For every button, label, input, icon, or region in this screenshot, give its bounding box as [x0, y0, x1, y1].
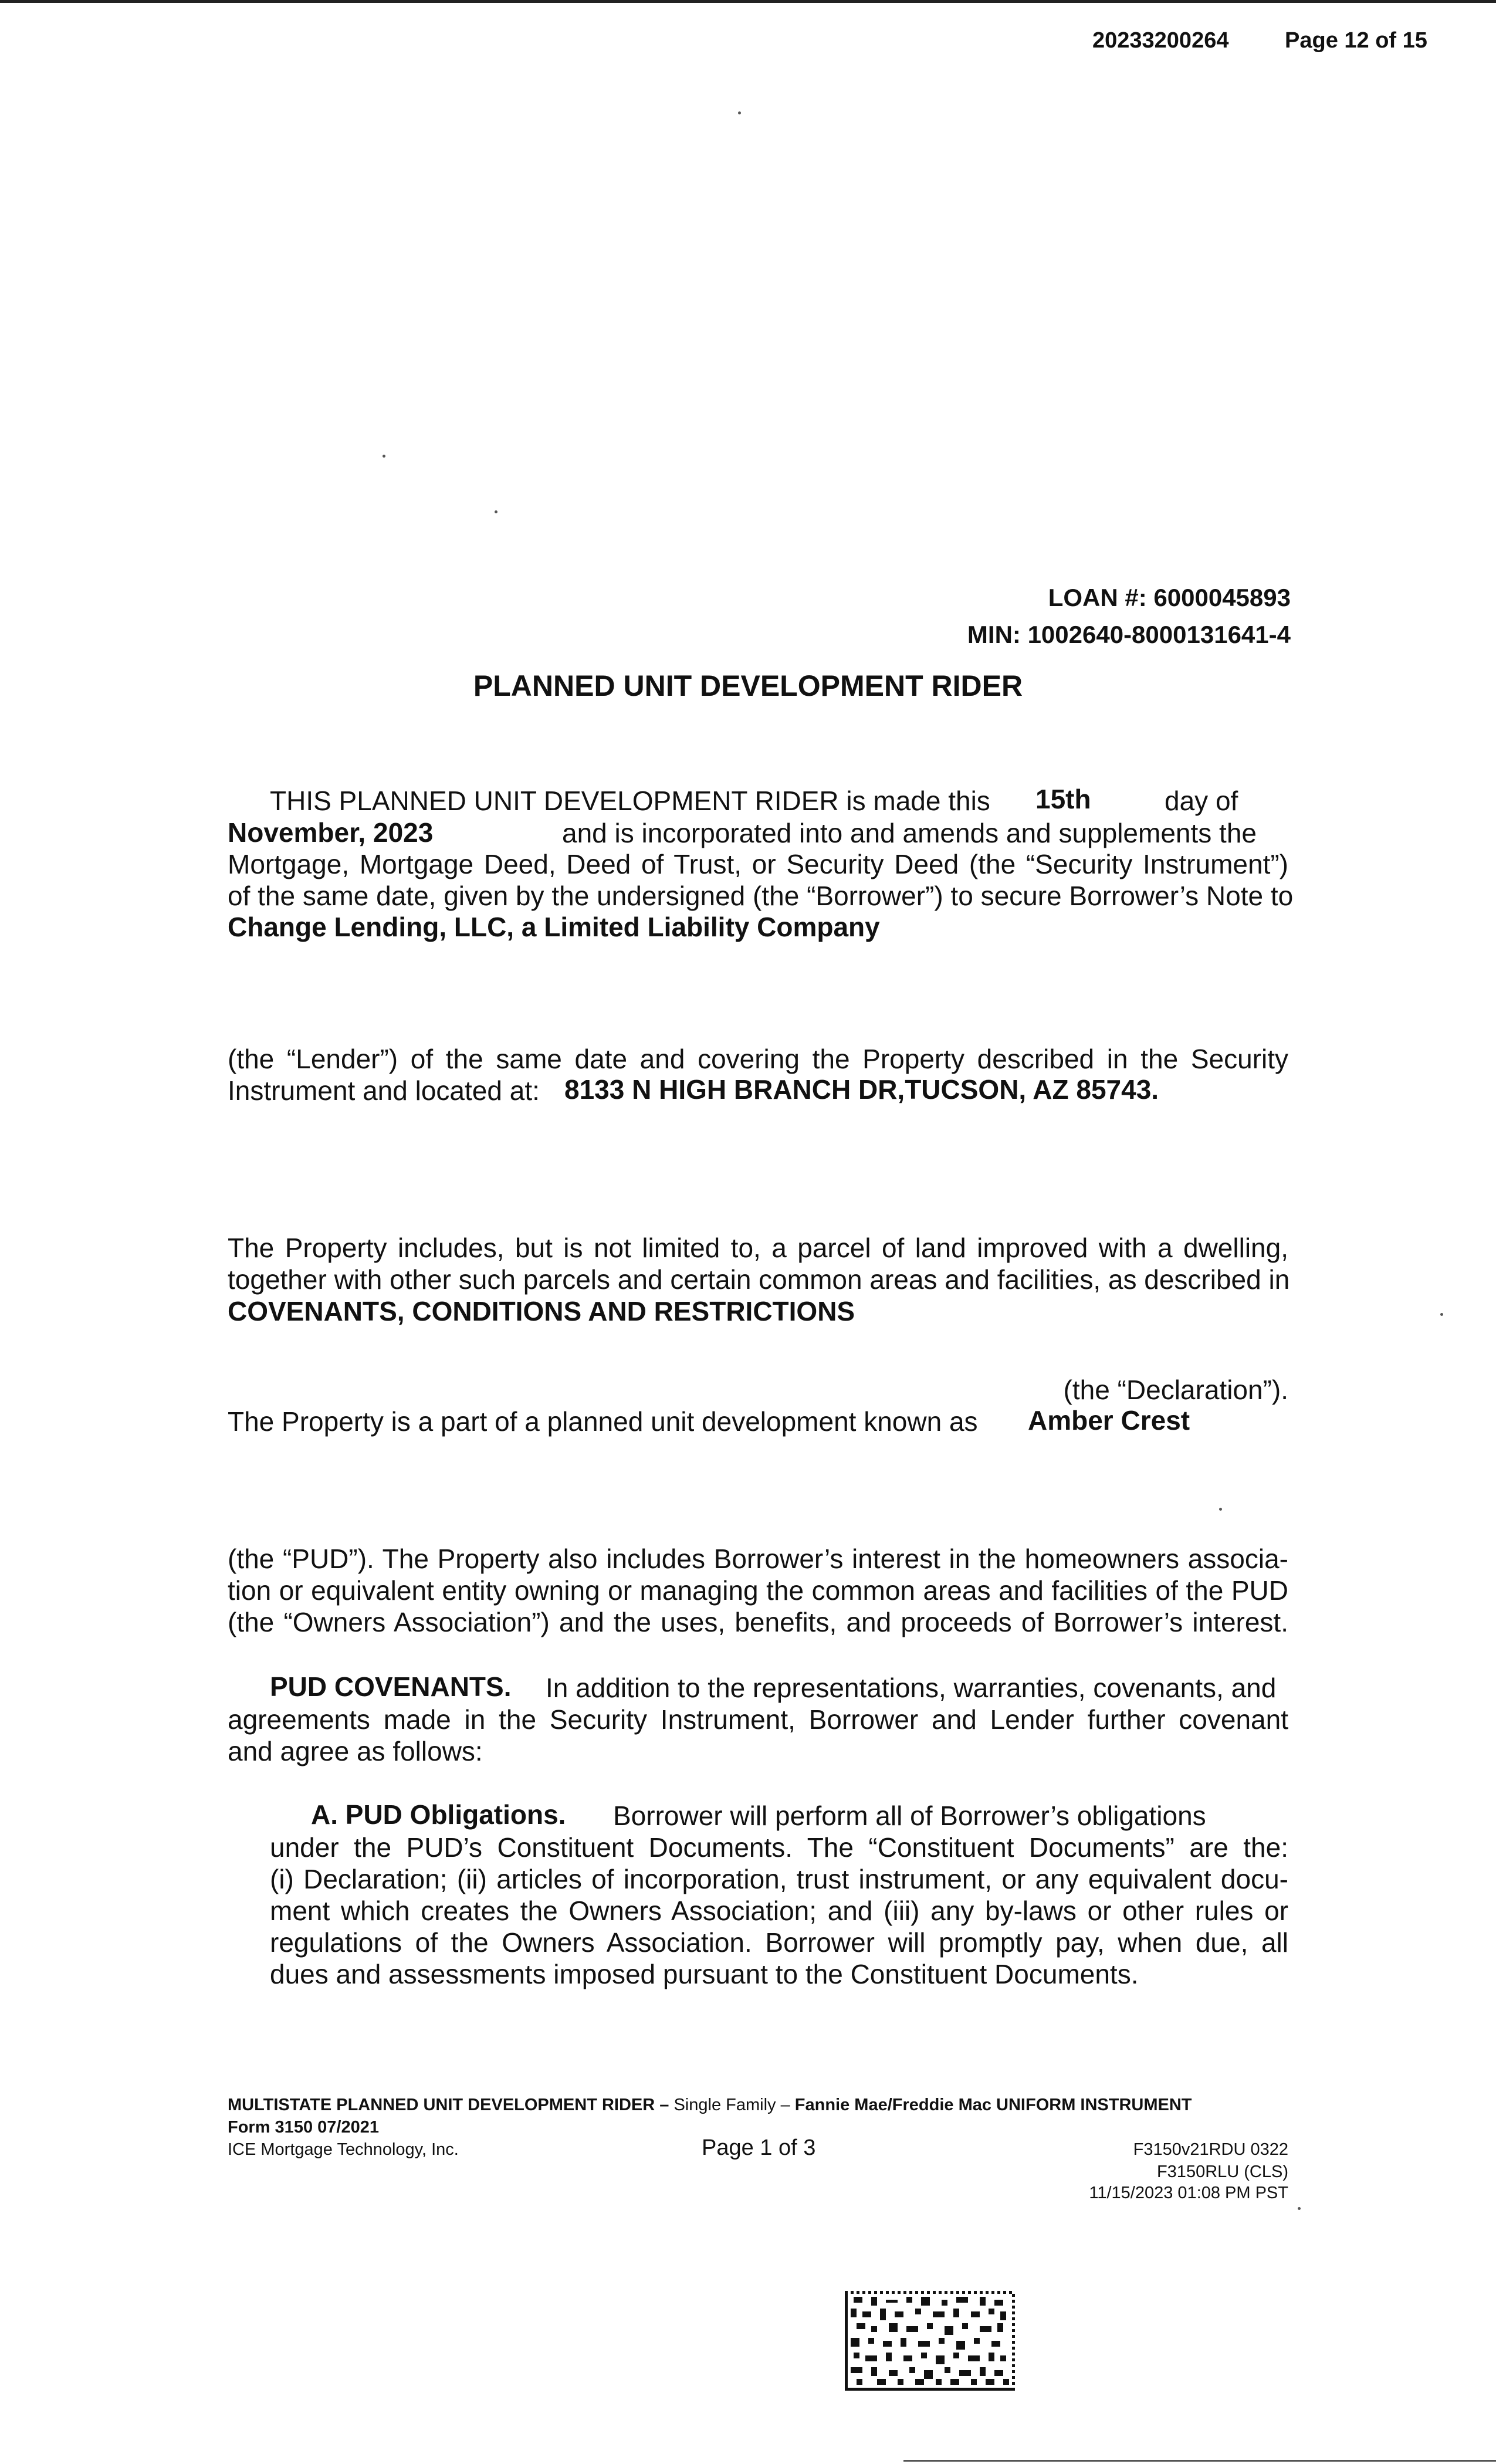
scan-speck	[383, 455, 385, 458]
document-title: PLANNED UNIT DEVELOPMENT RIDER	[473, 669, 1023, 702]
description-line-1: The Property includes, but is not limited to, a parcel of land improved with a dwelling,	[228, 1233, 1288, 1263]
document-number: 20233200264	[1092, 28, 1229, 53]
min-number: MIN: 1002640-8000131641-4	[967, 621, 1291, 648]
scan-speck	[495, 510, 497, 513]
intro-line-3: Mortgage, Mortgage Deed, Deed of Trust, or Security Deed (the “Security Instrument”)	[228, 849, 1288, 879]
scan-speck	[1219, 1508, 1222, 1511]
pud-known-as-text: The Property is a part of a planned unit development known as	[228, 1406, 978, 1437]
footer-page-number: Page 1 of 3	[702, 2135, 816, 2160]
pud-name: Amber Crest	[1028, 1405, 1190, 1436]
covenants-line-2: agreements made in the Security Instrument, Borrower and Lender further covenant	[228, 1704, 1288, 1735]
page-indicator: Page 12 of 15	[1285, 28, 1427, 53]
section-a-line-2: under the PUD’s Constituent Documents. The “Constituent Documents” are the:	[270, 1832, 1288, 1863]
section-a-line-6: dues and assessments imposed pursuant to the Constituent Documents.	[270, 1959, 1139, 1989]
day-of-text: day of	[1165, 786, 1238, 816]
footer-form-title: MULTISTATE PLANNED UNIT DEVELOPMENT RIDER – Single Family – Fannie Mae/Freddie Mac UNIFORM INSTRUMENT	[228, 2096, 1192, 2114]
section-a-line-4: ment which creates the Owners Association; and (iii) any by-laws or other rules or	[270, 1896, 1288, 1926]
covenants-line-3: and agree as follows:	[228, 1736, 483, 1766]
footer-form-code-2: F3150RLU (CLS)	[1156, 2162, 1288, 2181]
scan-speck	[1298, 2207, 1301, 2210]
declaration-name: COVENANTS, CONDITIONS AND RESTRICTIONS	[228, 1296, 855, 1326]
loan-number: LOAN #: 6000045893	[1048, 584, 1291, 611]
bottom-border-line	[903, 2460, 1496, 2462]
pud-line-1: (the “PUD”). The Property also includes Borrower’s interest in the homeowners associa-	[228, 1544, 1288, 1574]
section-a-line-1: Borrower will perform all of Borrower’s obligations	[613, 1800, 1206, 1831]
property-address: 8133 N HIGH BRANCH DR,TUCSON, AZ 85743.	[564, 1074, 1159, 1105]
intro-line-1: THIS PLANNED UNIT DEVELOPMENT RIDER is made this	[270, 786, 990, 816]
intro-line-2: and is incorporated into and amends and supplements the	[562, 818, 1257, 848]
lender-name: Change Lending, LLC, a Limited Liability Company	[228, 912, 880, 942]
datamatrix-barcode-icon	[845, 2291, 1015, 2391]
pud-line-2: tion or equivalent entity owning or managing the common areas and facilities of the PUD	[228, 1575, 1288, 1606]
footer-form-number: Form 3150 07/2021	[228, 2118, 379, 2137]
pud-line-3: (the “Owners Association”) and the uses, benefits, and proceeds of Borrower’s interest.	[228, 1607, 1288, 1637]
scan-speck	[738, 111, 741, 114]
rider-date: November, 2023	[228, 817, 434, 848]
intro-line-4: of the same date, given by the undersigned (the “Borrower”) to secure Borrower’s Note to	[228, 881, 1294, 911]
section-a-heading: A. PUD Obligations.	[311, 1799, 566, 1830]
location-line-1: (the “Lender”) of the same date and covering the Property described in the Security	[228, 1044, 1288, 1074]
section-a-line-3: (i) Declaration; (ii) articles of incorporation, trust instrument, or any equivalent docu-	[270, 1864, 1288, 1894]
section-a-line-5: regulations of the Owners Association. Borrower will promptly pay, when due, all	[270, 1927, 1288, 1958]
description-line-2: together with other such parcels and certain common areas and facilities, as described in	[228, 1264, 1290, 1295]
rider-day: 15th	[1035, 784, 1091, 814]
top-border-line	[0, 0, 1496, 3]
location-line-2: Instrument and located at:	[228, 1075, 540, 1106]
footer-company: ICE Mortgage Technology, Inc.	[228, 2140, 459, 2159]
covenants-heading: PUD COVENANTS.	[270, 1671, 512, 1702]
scan-speck	[1440, 1313, 1443, 1316]
footer-form-code: F3150v21RDU 0322	[1133, 2140, 1288, 2159]
declaration-tag: (the “Declaration”).	[1063, 1375, 1288, 1405]
footer-timestamp: 11/15/2023 01:08 PM PST	[1089, 2184, 1288, 2202]
covenants-line-1: In addition to the representations, warranties, covenants, and	[546, 1673, 1277, 1703]
